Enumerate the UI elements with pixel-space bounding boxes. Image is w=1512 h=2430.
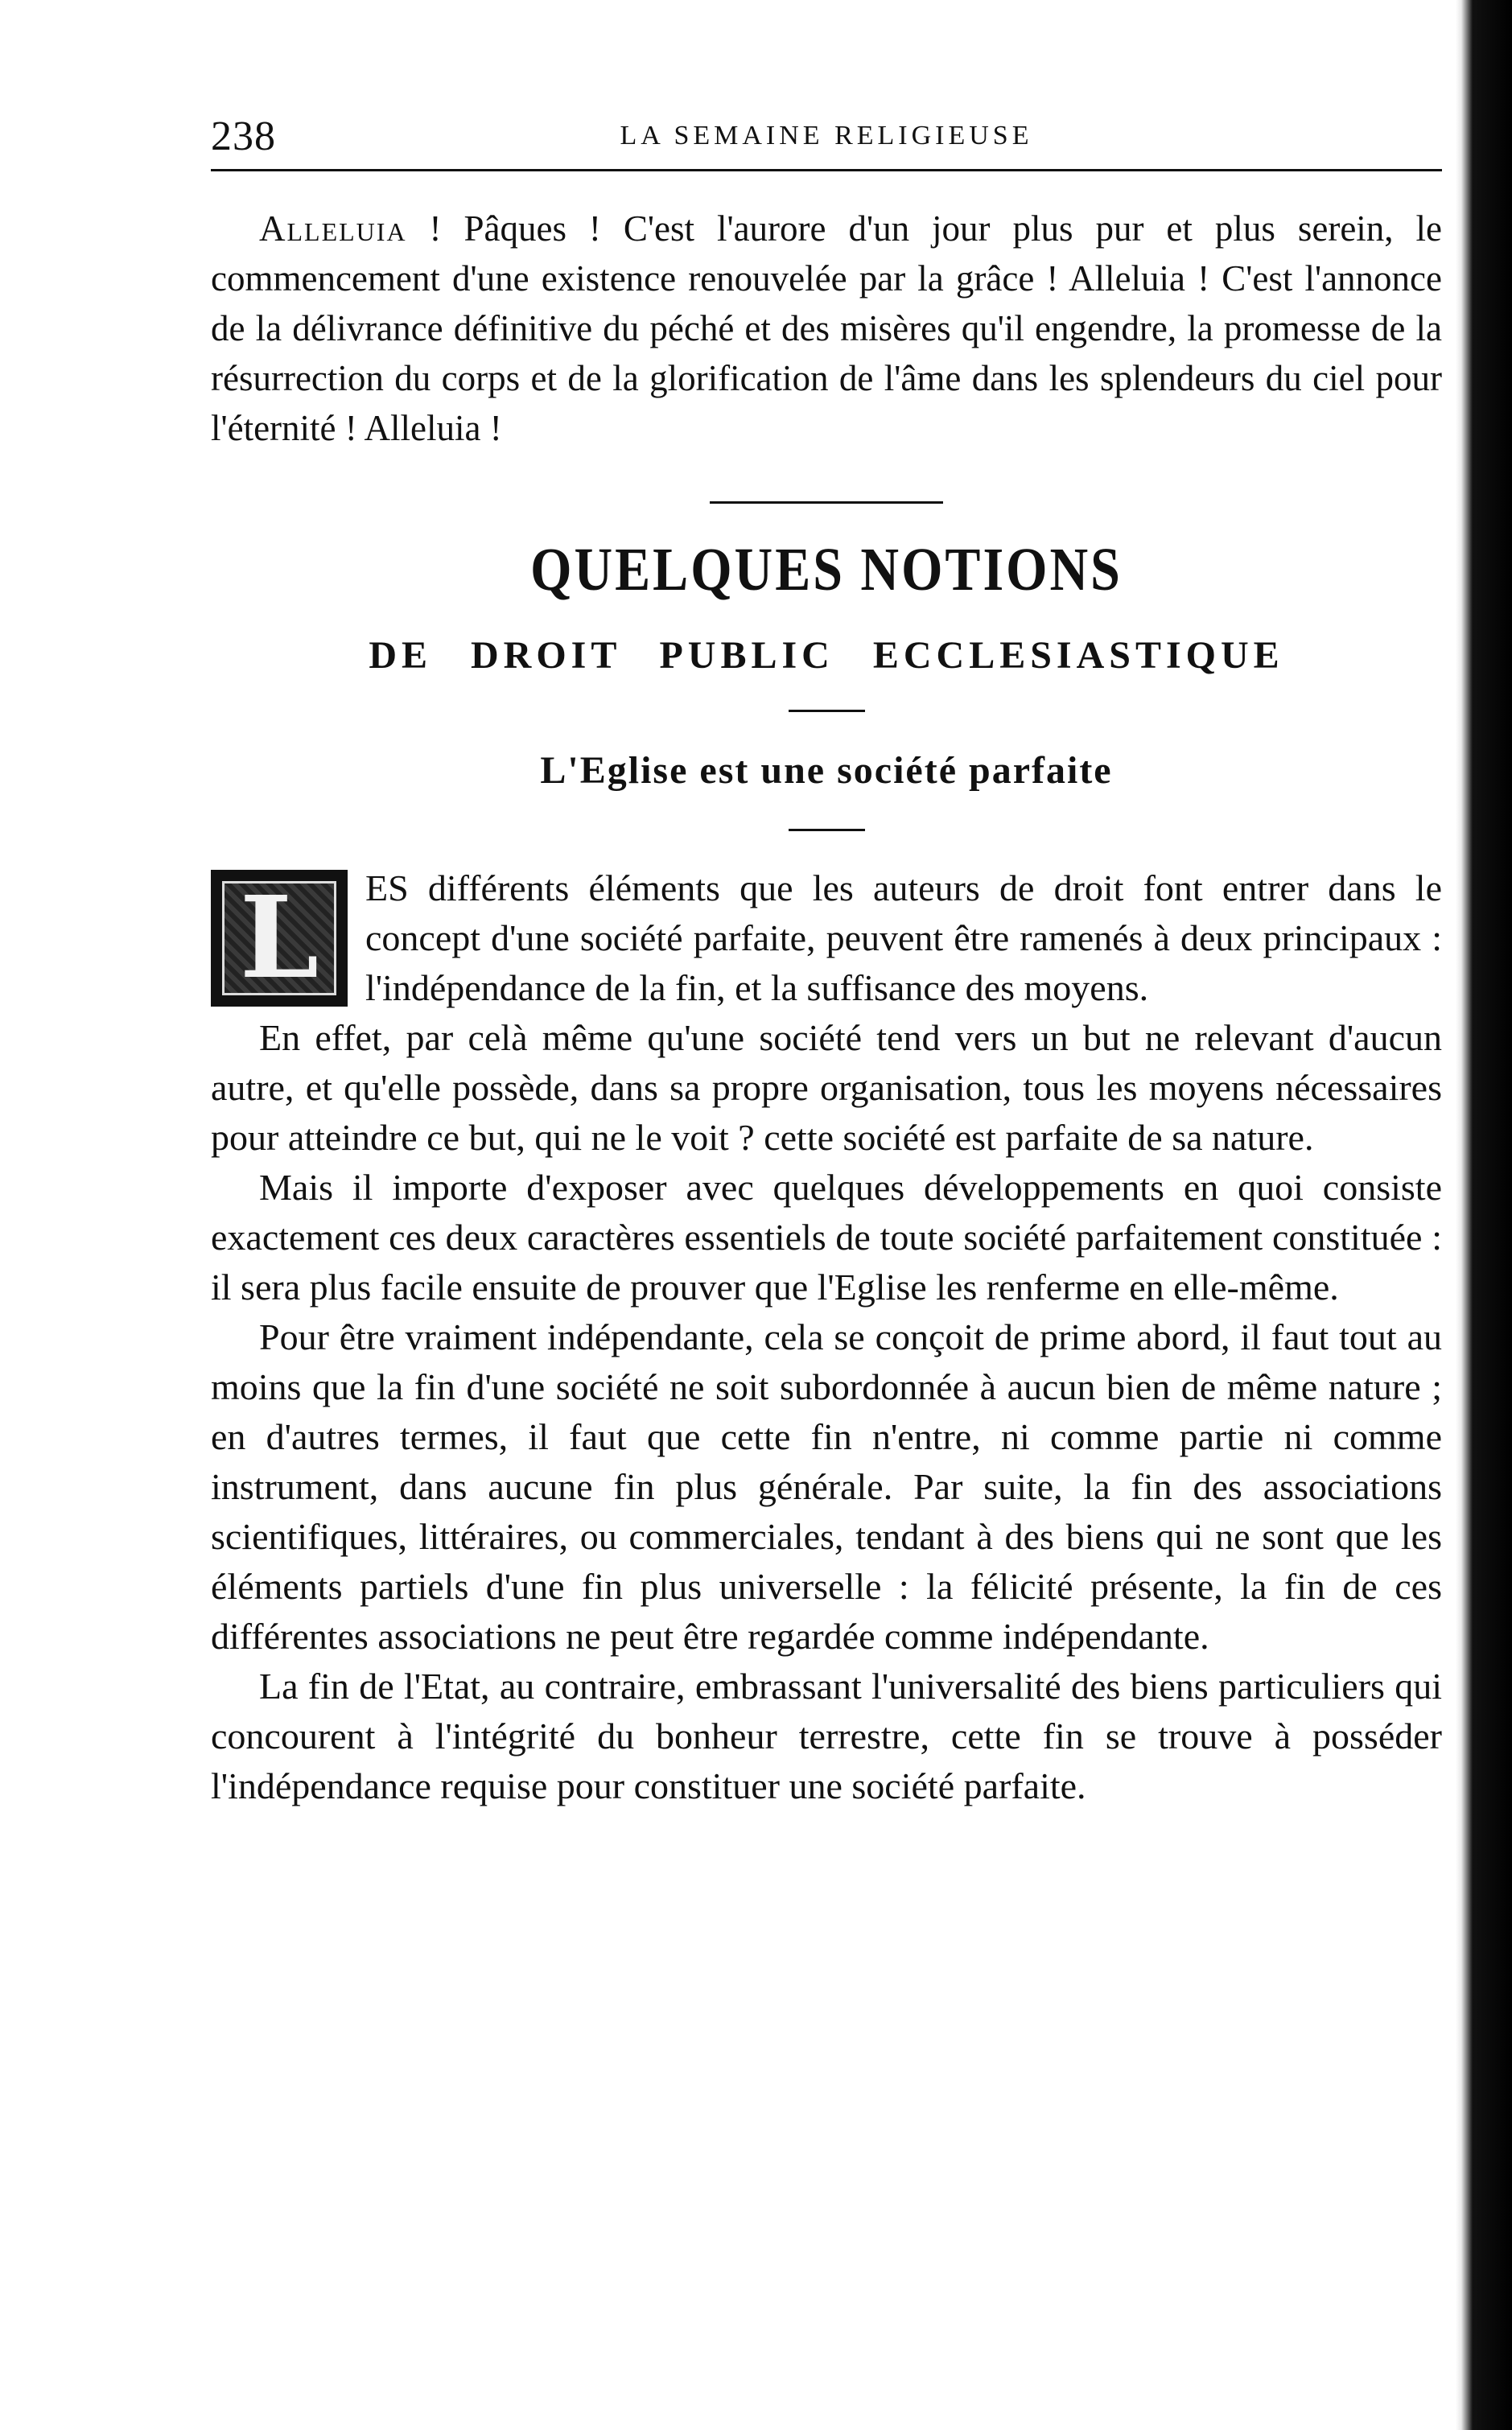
header-rule xyxy=(211,169,1442,171)
dropcap-letter: L xyxy=(239,872,319,1004)
body-paragraph-5: La fin de l'Etat, au contraire, embrassant l'universalité des biens particuliers qui concourent à l'intégrité du bonheur terrestre, cette fin se trouve à posséder l'indépendance requise pour constituer une société parfaite. xyxy=(211,1666,1442,1806)
page-number: 238 xyxy=(211,113,276,159)
body-paragraph-1: ES différents éléments que les auteurs de droit font entrer dans le concept d'une société parfaite, peuvent être ramenés à deux principaux : l'indépendance de la fin, et la suffisance des moyens. xyxy=(365,867,1442,1008)
page-header xyxy=(211,97,1442,161)
intro-paragraph xyxy=(211,204,1442,453)
section-divider xyxy=(710,501,943,504)
intro-lead-word: Alleluia xyxy=(259,208,407,249)
body-paragraph-4: Pour être vraiment indépendante, cela se conçoit de prime abord, il faut tout au moins que la fin d'une société ne soit subordonnée à aucun bien de même nature ; en d'autres termes, il faut que cette fin n'entre, ni comme partie ni comme instrument, dans aucune fin plus générale. Par suite, la fin des associations scientifiques, littéraires, ou commerciales, tendant à des biens qui ne sont que les éléments partiels d'une fin plus universelle : la félicité présente, la fin de ces différentes associations ne peut être regardée comme indépendante. xyxy=(211,1316,1442,1657)
page xyxy=(211,97,1442,1811)
body-paragraph-2: En effet, par celà même qu'une société tend vers un but ne relevant d'aucun autre, et qu'elle possède, dans sa propre organisation, tous les moyens nécessaires pour atteindre ce but, qui ne le voit ? cette société est parfaite de sa nature. xyxy=(211,1017,1442,1158)
intro-text: ! Pâques ! C'est l'aurore d'un jour plus pur et plus serein, le commencement d'une existence renouvelée par la grâce ! Alleluia ! C'est l'annonce de la délivrance définitive du péché et des misères qu'il engendre, la promesse de la résurrection du corps et de la glorification de l'âme dans les splendeurs du ciel pour l'éternité ! Alleluia ! xyxy=(211,208,1442,448)
body-paragraph-3: Mais il importe d'exposer avec quelques développements en quoi consiste exactement ces deux caractères essentiels de toute société parfaitement constituée : il sera plus facile ensuite de prouver que l'Eglise les renferme en elle-même. xyxy=(211,1167,1442,1308)
article-body xyxy=(211,863,1442,1811)
title-divider xyxy=(789,710,865,712)
page-edge-shadow xyxy=(1456,0,1512,2430)
article-subtitle: DE DROIT PUBLIC ECCLESIASTIQUE xyxy=(369,634,1284,677)
section-title-divider xyxy=(789,829,865,831)
section-title: L'Eglise est une société parfaite xyxy=(540,749,1113,792)
running-head: LA SEMAINE RELIGIEUSE xyxy=(620,121,1033,150)
ornamental-dropcap xyxy=(211,870,348,1007)
article-title: QUELQUES NOTIONS xyxy=(530,536,1123,604)
